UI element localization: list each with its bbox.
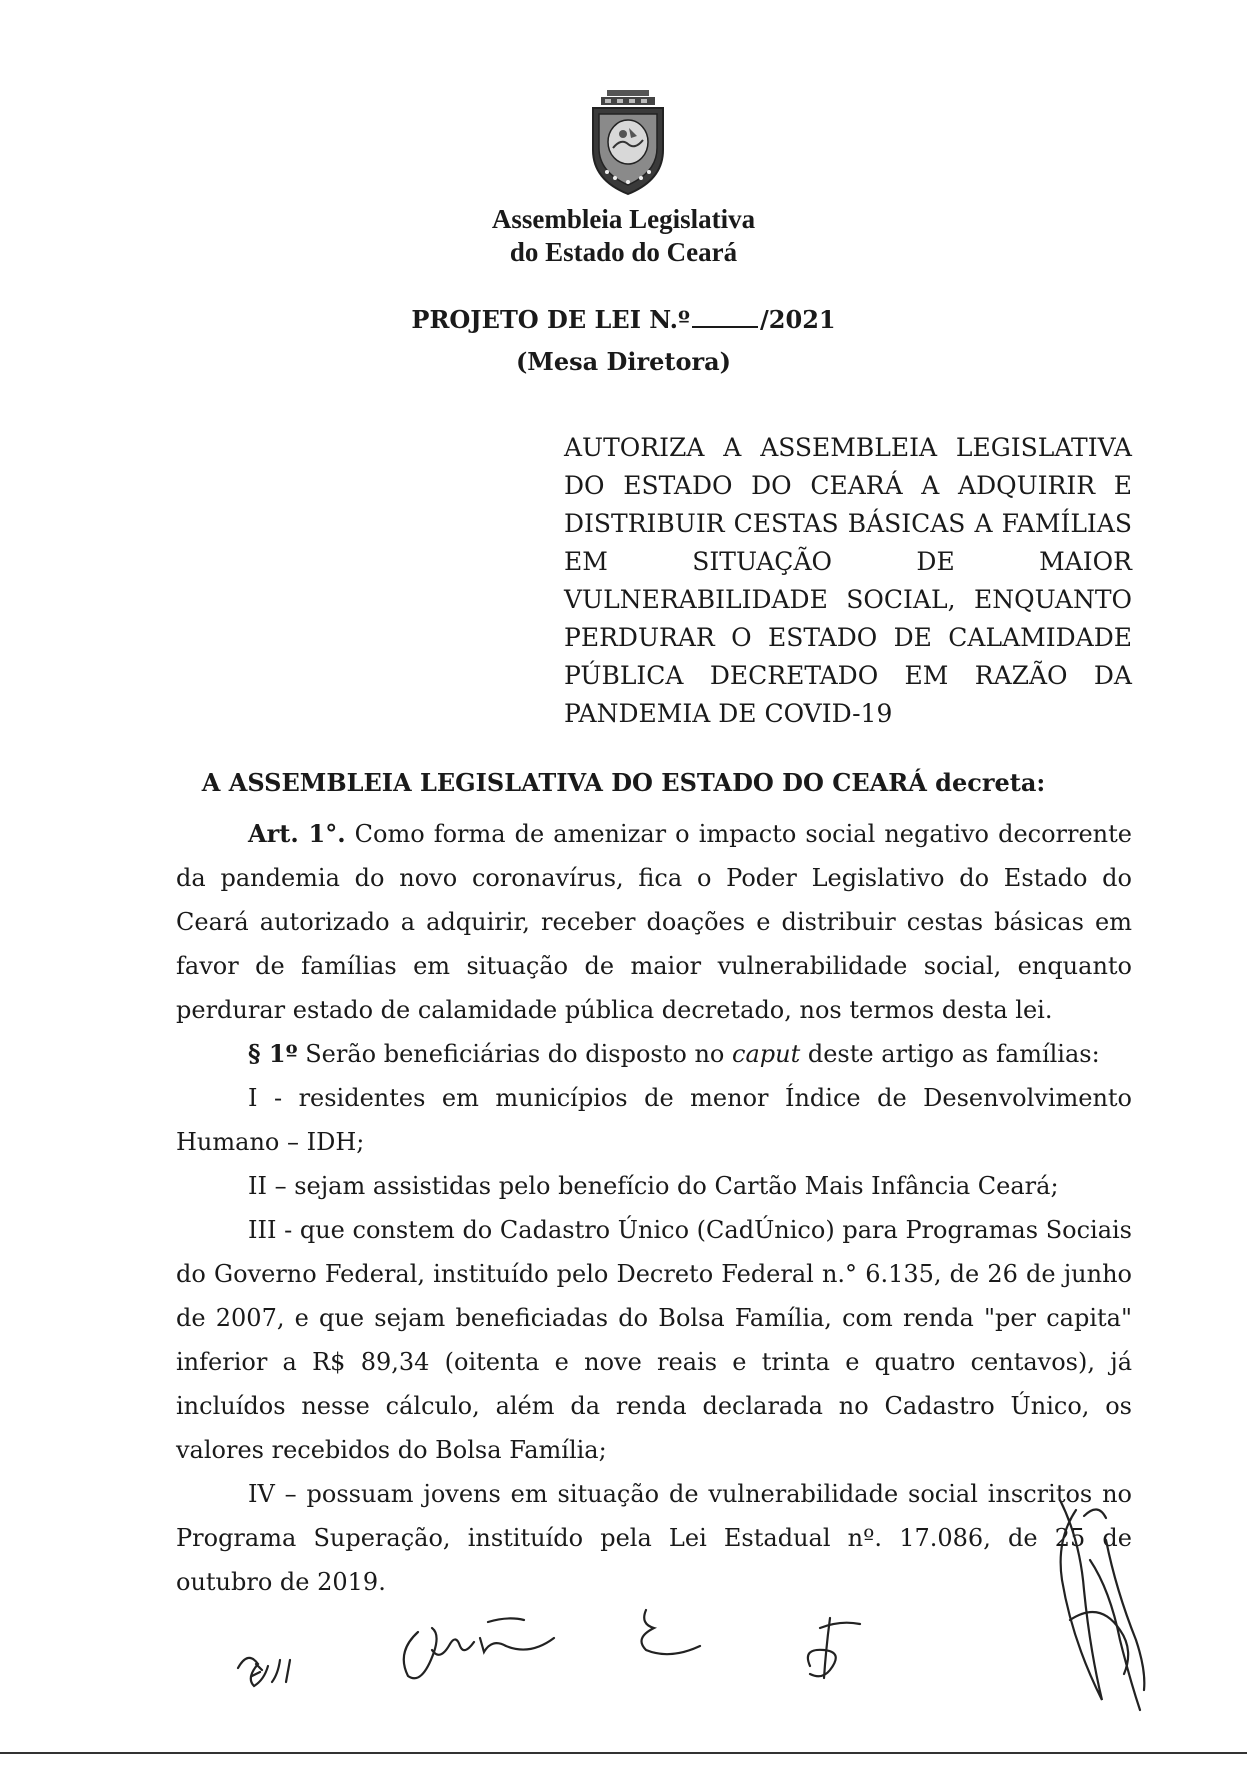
item-4: IV – possuam jovens em situação de vulnerabilidade social inscritos no Programa Superação, instituído pela Lei Estadual nº. 17.086, de 25 de outubro de 2019.: [176, 1480, 1132, 1596]
summary-line: PANDEMIA DE COVID-19: [564, 699, 893, 728]
bill-year: /2021: [760, 305, 836, 334]
summary-line: VULNERABILIDADE SOCIAL, ENQUANTO: [564, 585, 1132, 614]
ceara-coat-of-arms-icon: [585, 88, 671, 198]
paragraph-1-text: Serão beneficiárias do disposto no: [297, 1040, 732, 1068]
bill-number-blank: [692, 304, 758, 328]
bill-number-prefix: PROJETO DE LEI N.º: [411, 305, 691, 334]
article-1: [176, 812, 1132, 1032]
article-1-label: Art. 1°.: [248, 819, 346, 848]
bill-summary: [564, 429, 1132, 733]
institution-name-line2: do Estado do Ceará: [509, 237, 738, 267]
bill-author: (Mesa Diretora): [515, 347, 732, 376]
paragraph-1: [176, 1032, 1132, 1076]
summary-line: PÚBLICA DECRETADO EM RAZÃO DA: [564, 661, 1132, 690]
paragraph-1-text-end: deste artigo as famílias:: [800, 1040, 1100, 1068]
page-bottom-rule: [0, 1752, 1247, 1754]
caput-term: caput: [732, 1040, 801, 1068]
bill-number: [0, 304, 1247, 334]
bill-body: [176, 812, 1132, 1604]
item-3: III - que constem do Cadastro Único (CadÚnico) para Programas Sociais do Governo Federal, instituído pelo Decreto Federal n.° 6.135, de 26 de junho de 2007, e que sejam beneficiadas do Bolsa Família, com renda "per capita" inferior a R$ 89,34 (oitenta e nove reais e trinta e quatro centavos), já incluídos nesse cálculo, além da renda declarada no Cadastro Único, os valores recebidos do Bolsa Família;: [176, 1216, 1132, 1464]
paragraph-1-label: § 1º: [248, 1039, 298, 1068]
item-2: II – sejam assistidas pelo benefício do Cartão Mais Infância Ceará;: [248, 1172, 1059, 1200]
decree-heading: A ASSEMBLEIA LEGISLATIVA DO ESTADO DO CEARÁ decreta:: [201, 768, 1046, 797]
summary-line: AUTORIZA A ASSEMBLEIA LEGISLATIVA: [564, 433, 1132, 462]
item-1: I - residentes em municípios de menor Índice de Desenvolvimento Humano – IDH;: [176, 1084, 1132, 1156]
summary-line: DO ESTADO DO CEARÁ A ADQUIRIR E: [564, 471, 1132, 500]
summary-line: PERDURAR O ESTADO DE CALAMIDADE: [564, 623, 1132, 652]
article-1-text: Como forma de amenizar o impacto social negativo decorrente da pandemia do novo coronavírus, fica o Poder Legislativo do Estado do Ceará autorizado a adquirir, receber doações e distribuir cestas básicas em favor de famílias em situação de maior vulnerabilidade social, enquanto perdurar estado de calamidade pública decretado, nos termos desta lei.: [176, 820, 1132, 1024]
summary-line: DISTRIBUIR CESTAS BÁSICAS A FAMÍLIAS: [564, 509, 1132, 538]
institution-name-line1: Assembleia Legislativa: [491, 204, 756, 234]
summary-line: EM SITUAÇÃO DE MAIOR: [564, 547, 1132, 576]
